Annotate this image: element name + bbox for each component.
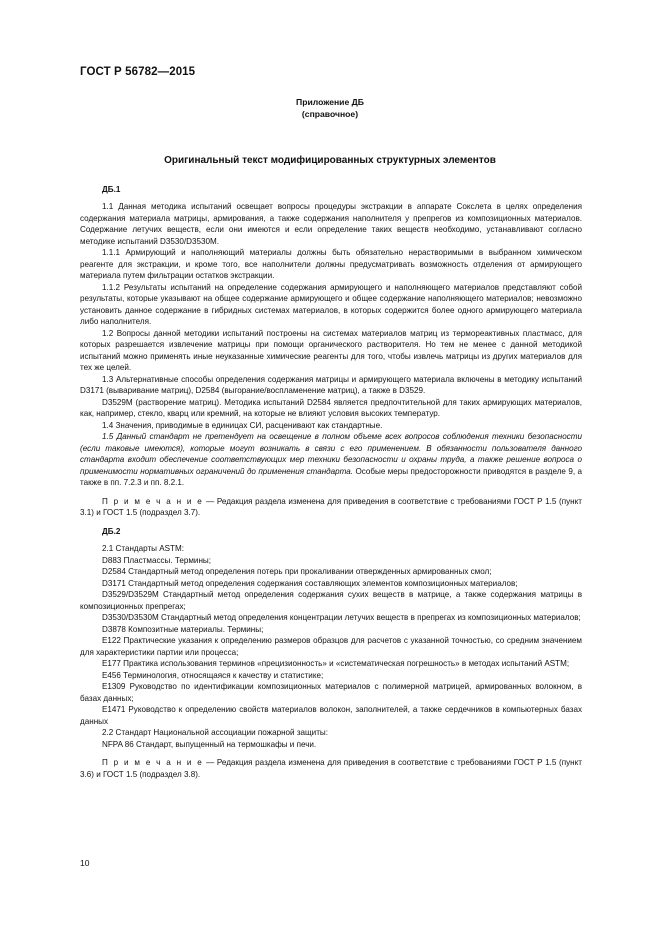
standard-number: ГОСТ Р 56782—2015 <box>80 66 196 78</box>
paragraph: D3529M (растворение матриц). Методика испытаний D2584 является предпочтительной для таких армирующих материалов, как, например, стекло, кварц или кремний, на которые не влияют условия высоких температур. <box>80 397 582 418</box>
list-item: D3878 Композитные материалы. Термины; <box>102 624 264 634</box>
paragraph: 1.3 Альтернативные способы определения содержания матрицы и армирующего материала включены в методику испытаний D3171 (вываривание матриц), D2584 (выгорание/воспламенение матриц), а также в D3529. <box>80 374 582 395</box>
list-item: 2.2 Стандарт Национальной ассоциации пожарной защиты: <box>102 728 328 737</box>
paragraph: 1.2 Вопросы данной методики испытаний построены на системах материалов матриц из термореактивных пластмасс, для которых разрешается извлечение матрицы при помощи органического растворителя. Но тем не менее с данной методикой испытаний можно применять иные неуказанные химические реагенты для того, чтобы извлечь матрицы из других материалов для тех же целей. <box>80 328 582 372</box>
section-heading: ДБ.1 <box>102 184 121 194</box>
list-item: 2.1 Стандарты ASTM: <box>102 544 184 553</box>
annex-note: (справочное) <box>301 108 359 119</box>
list-item: D2584 Стандартный метод определения потерь при прокаливании отвержденных армированных смол; <box>102 567 492 576</box>
note-label: П р и м е ч а н и е <box>102 496 204 506</box>
list-item: E177 Практика использования терминов «прецизионность» и «систематическая погрешность» в методах испытаний ASTM; <box>102 659 570 668</box>
safety-paragraph <box>80 431 582 489</box>
note-text: — Редакция раздела изменена для приведения в соответствие с требованиями ГОСТ Р 1.5 (пункт 3.6) и ГОСТ 1.5 (подраздел 3.8). <box>80 758 582 779</box>
list-item: NFPA 86 Стандарт, выпущенный на термошкафы и печи. <box>102 739 317 749</box>
list-item: E456 Терминология, относящаяся к качеству и статистике; <box>102 670 324 680</box>
list-item: D3530/D3530M Стандартный метод определения концентрации летучих веществ в препрегах из композиционных материалов; <box>102 613 581 622</box>
list-item: E1309 Руководство по идентификации композиционных материалов с полимерной матрицей, армированных волокном, в базах данных; <box>80 682 582 703</box>
safety-plain-text: Особые меры предосторожности приводятся в разделе 9, а также в пп. 7.2.3 и пп. 8.2.1. <box>80 466 582 487</box>
list-item: D3529/D3529M Стандартный метод определения содержания сухих веществ в матрице, а также содержания матрицы в композиционных препрегах; <box>80 590 582 611</box>
list-item: E1471 Руководство к определению свойств материалов волокон, заполнителей, а также сердечников в компьютерных базах данных <box>80 705 582 726</box>
note-text: — Редакция раздела изменена для приведения в соответствие с требованиями ГОСТ Р 1.5 (пункт 3.1) и ГОСТ 1.5 (подраздел 3.7). <box>80 496 582 517</box>
section-heading: ДБ.2 <box>102 526 121 536</box>
document-title: Оригинальный текст модифицированных структурных элементов <box>164 155 496 166</box>
paragraph: 1.4 Значения, приводимые в единицах СИ, расценивают как стандартные. <box>102 420 383 430</box>
note-label: П р и м е ч а н и е <box>102 758 204 767</box>
safety-italic-text: 1.5 Данный стандарт не претендует на освещение в полном объеме всех вопросов соблюдения техники безопасности (если таковые имеются), которые могут возникать в связи с его применением. В обязанности пользователя данного стандарта входит обеспечение соответствующих мер техники безопасности и охраны труда, а также решение вопроса о применимости нормативных ограничений до применения стандарта. <box>80 432 582 476</box>
list-item: D3171 Стандартный метод определения содержания составляющих элементов композиционных материалов; <box>102 578 518 588</box>
annex-title: Приложение ДБ <box>296 97 364 107</box>
list-item: E122 Практические указания к определению размеров образцов для расчетов с указанной точностью, со средним значением для характеристики партии или процесса; <box>80 636 582 657</box>
document-body <box>80 184 582 781</box>
note <box>80 757 582 780</box>
list-item: D883 Пластмассы. Термины; <box>102 555 211 565</box>
paragraph: 1.1.2 Результаты испытаний на определение содержания армирующего и наполняющего материалов представляют собой результаты, которые указывают на общее содержание армирующего и общее содержание наполняющего материалов; невозможно установить данное содержание в гибридных системах материалов, в которых содержится более одного армирующего материала либо наполнителя. <box>80 282 582 326</box>
paragraph: 1.1 Данная методика испытаний освещает вопросы процедуры экстракции в аппарате Сокслета в целях определения содержания материала матрицы, армирования, а также содержания наполнителя у препрегов из композиционных материалов. Содержание летучих веществ, если они имеются и если определение таких веществ необходимо, устанавливают согласно методике испытаний D3530/D3530M. <box>80 202 582 246</box>
note <box>80 496 582 519</box>
page-number: 10 <box>80 858 90 868</box>
paragraph: 1.1.1 Армирующий и наполняющий материалы должны быть обязательно нерастворимыми в выбранном химическом реагенте для экстракции, и кроме того, все наполнители должны предусматривать возможность отделения от армирующего материала путем фильтрации остатков экстракции. <box>80 248 582 280</box>
